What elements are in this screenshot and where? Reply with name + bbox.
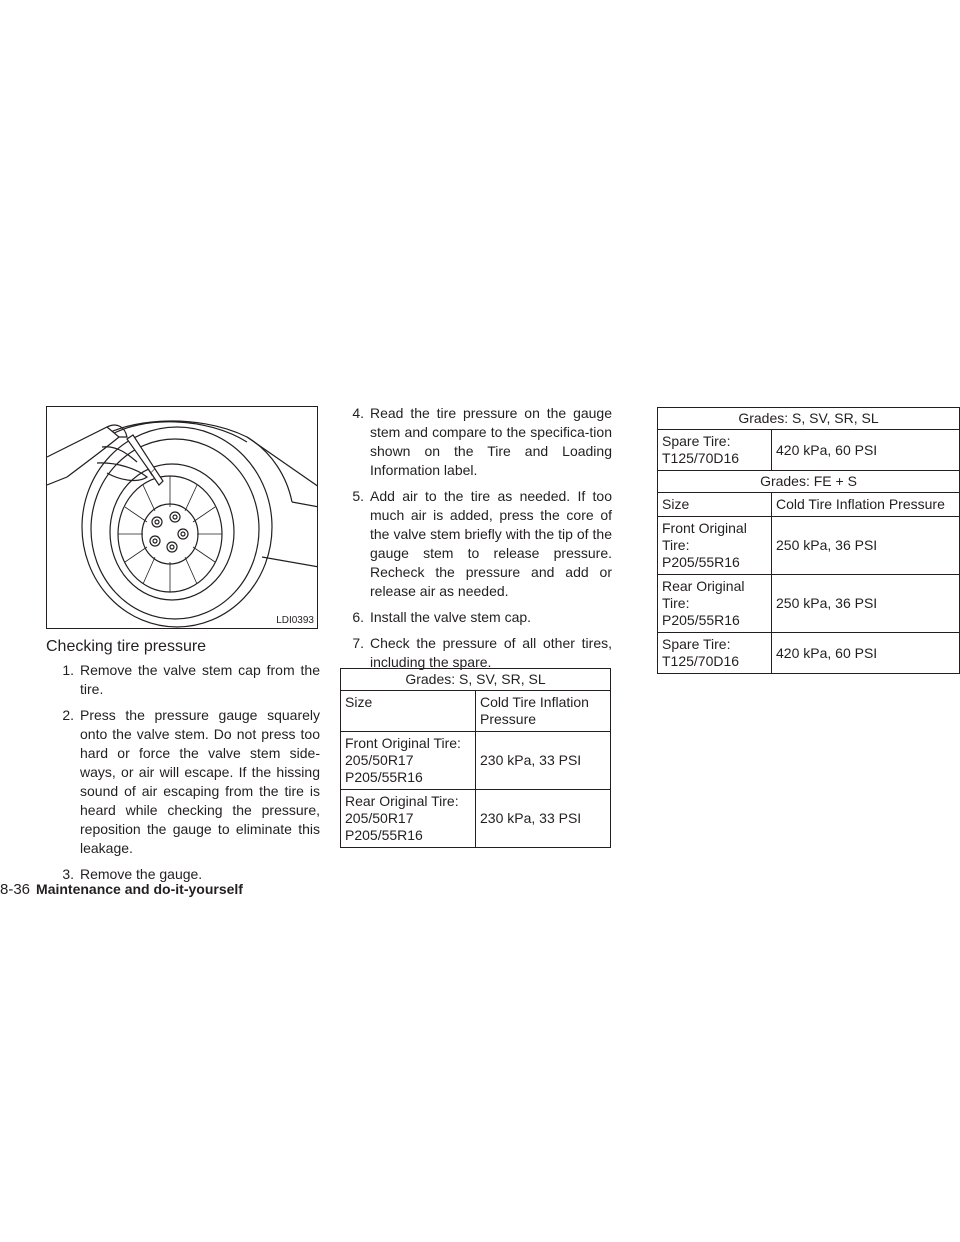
pressure-header: Cold Tire Inflation Pressure [772, 493, 960, 517]
step-text: Remove the valve stem cap from the tire. [80, 662, 320, 697]
step-item [46, 706, 320, 858]
tire-gauge-illustration-icon [47, 407, 318, 629]
step-text: Press the pressure gauge squarely onto the valve stem. Do not press too hard or force the valve stem side-ways, or air will escape. If the hissing sound of air escaping from the tire is heard while checking the pressure, reposition the gauge to eliminate this leakage. [80, 707, 320, 856]
step-number: 4. [352, 405, 364, 421]
table-row [341, 732, 611, 790]
pressure-cell: 250 kPa, 36 PSI [772, 575, 960, 633]
size-cell: Front Original Tire: P205/55R16 [658, 517, 772, 575]
figure-label: LDI0393 [276, 615, 314, 626]
step-item [46, 661, 320, 699]
step-number: 3. [62, 866, 74, 882]
table-row [658, 575, 960, 633]
size-cell: Front Original Tire: 205/50R17 P205/55R16 [341, 732, 476, 790]
grade-header: Grades: FE + S [658, 471, 960, 493]
table-row [658, 517, 960, 575]
step-number: 5. [352, 488, 364, 504]
step-text: Install the valve stem cap. [370, 609, 532, 625]
step-item [340, 404, 612, 480]
grade-header: Grades: S, SV, SR, SL [341, 669, 611, 691]
size-cell: Rear Original Tire: P205/55R16 [658, 575, 772, 633]
size-header: Size [658, 493, 772, 517]
step-item [340, 487, 612, 601]
table-row [658, 430, 960, 471]
step-number: 6. [352, 609, 364, 625]
step-item [340, 634, 612, 672]
table-row [658, 633, 960, 674]
section-title: Maintenance and do-it-yourself [36, 881, 243, 897]
tire-gauge-figure [46, 406, 318, 629]
page-number: 8-36 [0, 881, 31, 898]
pressure-cell: 420 kPa, 60 PSI [772, 430, 960, 471]
step-text: Remove the gauge. [80, 866, 203, 882]
size-cell: Spare Tire: T125/70D16 [658, 430, 772, 471]
size-header: Size [341, 691, 476, 732]
step-item [340, 608, 612, 627]
size-cell: Rear Original Tire: 205/50R17 P205/55R16 [341, 790, 476, 848]
tire-pressure-table-2 [657, 407, 960, 674]
step-number: 1. [62, 662, 74, 678]
step-number: 7. [352, 635, 364, 651]
pressure-header: Cold Tire Inflation Pressure [476, 691, 611, 732]
pressure-cell: 230 kPa, 33 PSI [476, 790, 611, 848]
grade-header: Grades: S, SV, SR, SL [658, 408, 960, 430]
pressure-cell: 420 kPa, 60 PSI [772, 633, 960, 674]
step-text: Read the tire pressure on the gauge stem and compare to the specifica-tion shown on the Tire and Loading Information label. [370, 405, 612, 478]
pressure-cell: 230 kPa, 33 PSI [476, 732, 611, 790]
tire-pressure-table-1 [340, 668, 611, 848]
table-row [341, 790, 611, 848]
page-footer [0, 880, 243, 899]
steps-column-1 [46, 661, 320, 891]
size-cell: Spare Tire: T125/70D16 [658, 633, 772, 674]
step-text: Add air to the tire as needed. If too much air is added, press the core of the valve stem briefly with the tip of the gauge stem to release pressure. Recheck the pressure and add or release air as needed. [370, 488, 612, 599]
step-text: Check the pressure of all other tires, including the spare. [370, 635, 612, 670]
section-heading: Checking tire pressure [46, 638, 207, 655]
step-number: 2. [62, 707, 74, 723]
steps-column-2 [340, 404, 612, 679]
pressure-cell: 250 kPa, 36 PSI [772, 517, 960, 575]
